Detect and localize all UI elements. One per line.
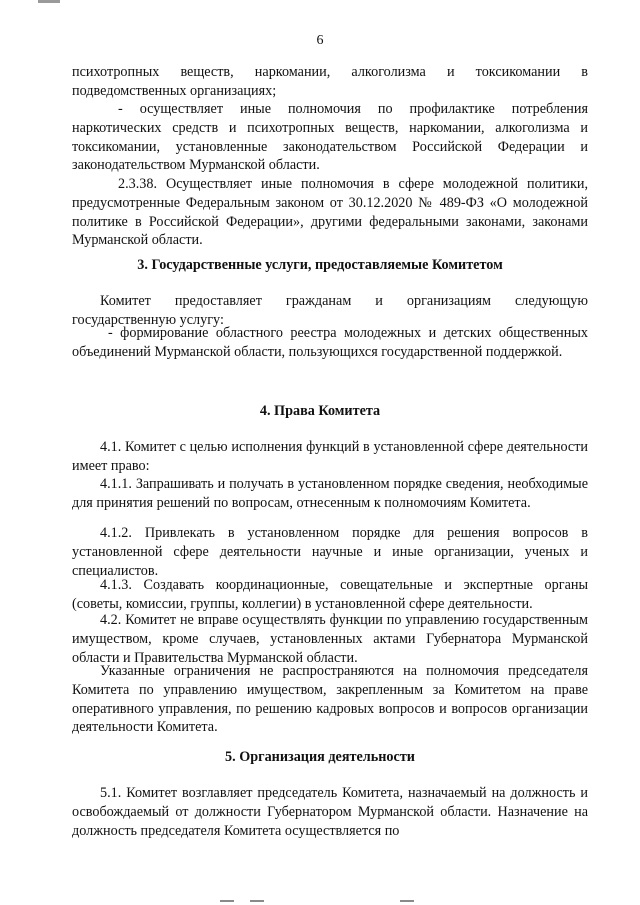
paragraph-4-1: 4.1. Комитет с целью исполнения функций в установленной сфере деятельности имеет право: <box>72 439 588 474</box>
paragraph-4-1-2: 4.1.2. Привлекать в установленном порядке для решения вопросов в установленной сфере деятельности научные и иные организации, ученых и специалистов. <box>72 525 588 579</box>
scan-corner-mark <box>38 0 60 3</box>
page-number: 6 <box>316 33 324 48</box>
scan-bottom-mark <box>250 900 264 902</box>
section-heading-4: 4. Права Комитета <box>259 403 381 419</box>
paragraph-4-2: 4.2. Комитет не вправе осуществлять функции по управлению государственным имуществом, кроме случаев, установленных актами Губернатора Мурманской области и Правительства Мурманской области. <box>72 612 588 666</box>
section-heading-5: 5. Организация деятельности <box>225 749 415 765</box>
paragraph-restrictions: Указанные ограничения не распространяются на полномочия председателя Комитета по управлению имуществом, закрепленным за Комитетом на праве оперативного управления, по решению кадровых вопросов и вопросов организации деятельности Комитета. <box>72 663 588 736</box>
paragraph-2-3-38: 2.3.38. Осуществляет иные полномочия в сфере молодежной политики, предусмотренные Федеральным законом от 30.12.2020 № 489-ФЗ «О молодежной политике в Российской Федерации», другими федеральными законами, законами Мурманской области. <box>72 176 588 249</box>
paragraph-5-1: 5.1. Комитет возглавляет председатель Комитета, назначаемый на должность и освобождаемый от должности Губернатором Мурманской области. Назначение на должность председателя Комитета осуществляется по <box>72 785 588 839</box>
scan-bottom-mark <box>220 900 234 902</box>
paragraph-drug-prevention-orgs: психотропных веществ, наркомании, алкоголизма и токсикомании в подведомственных организациях; <box>72 64 588 99</box>
section-heading-3: 3. Государственные услуги, предоставляемые Комитетом <box>137 257 503 273</box>
scan-bottom-mark <box>400 900 414 902</box>
paragraph-service-intro: Комитет предоставляет гражданам и организациям следующую государственную услугу: <box>72 293 588 328</box>
paragraph-service-item: - формирование областного реестра молодежных и детских общественных объединений Мурманской области, пользующихся государственной поддержкой. <box>72 325 588 360</box>
paragraph-4-1-1: 4.1.1. Запрашивать и получать в установленном порядке сведения, необходимые для принятия решений по вопросам, отнесенным к полномочиям Комитета. <box>72 476 588 511</box>
paragraph-drug-prevention-powers: - осуществляет иные полномочия по профилактике потребления наркотических средств и психотропных веществ, наркомании, алкоголизма и токсикомании, установленные законодательством Российской Федерации и законодательством Мурманской области. <box>72 101 588 174</box>
paragraph-4-1-3: 4.1.3. Создавать координационные, совещательные и экспертные органы (советы, комиссии, группы, коллегии) в установленной сфере деятельности. <box>72 577 588 612</box>
